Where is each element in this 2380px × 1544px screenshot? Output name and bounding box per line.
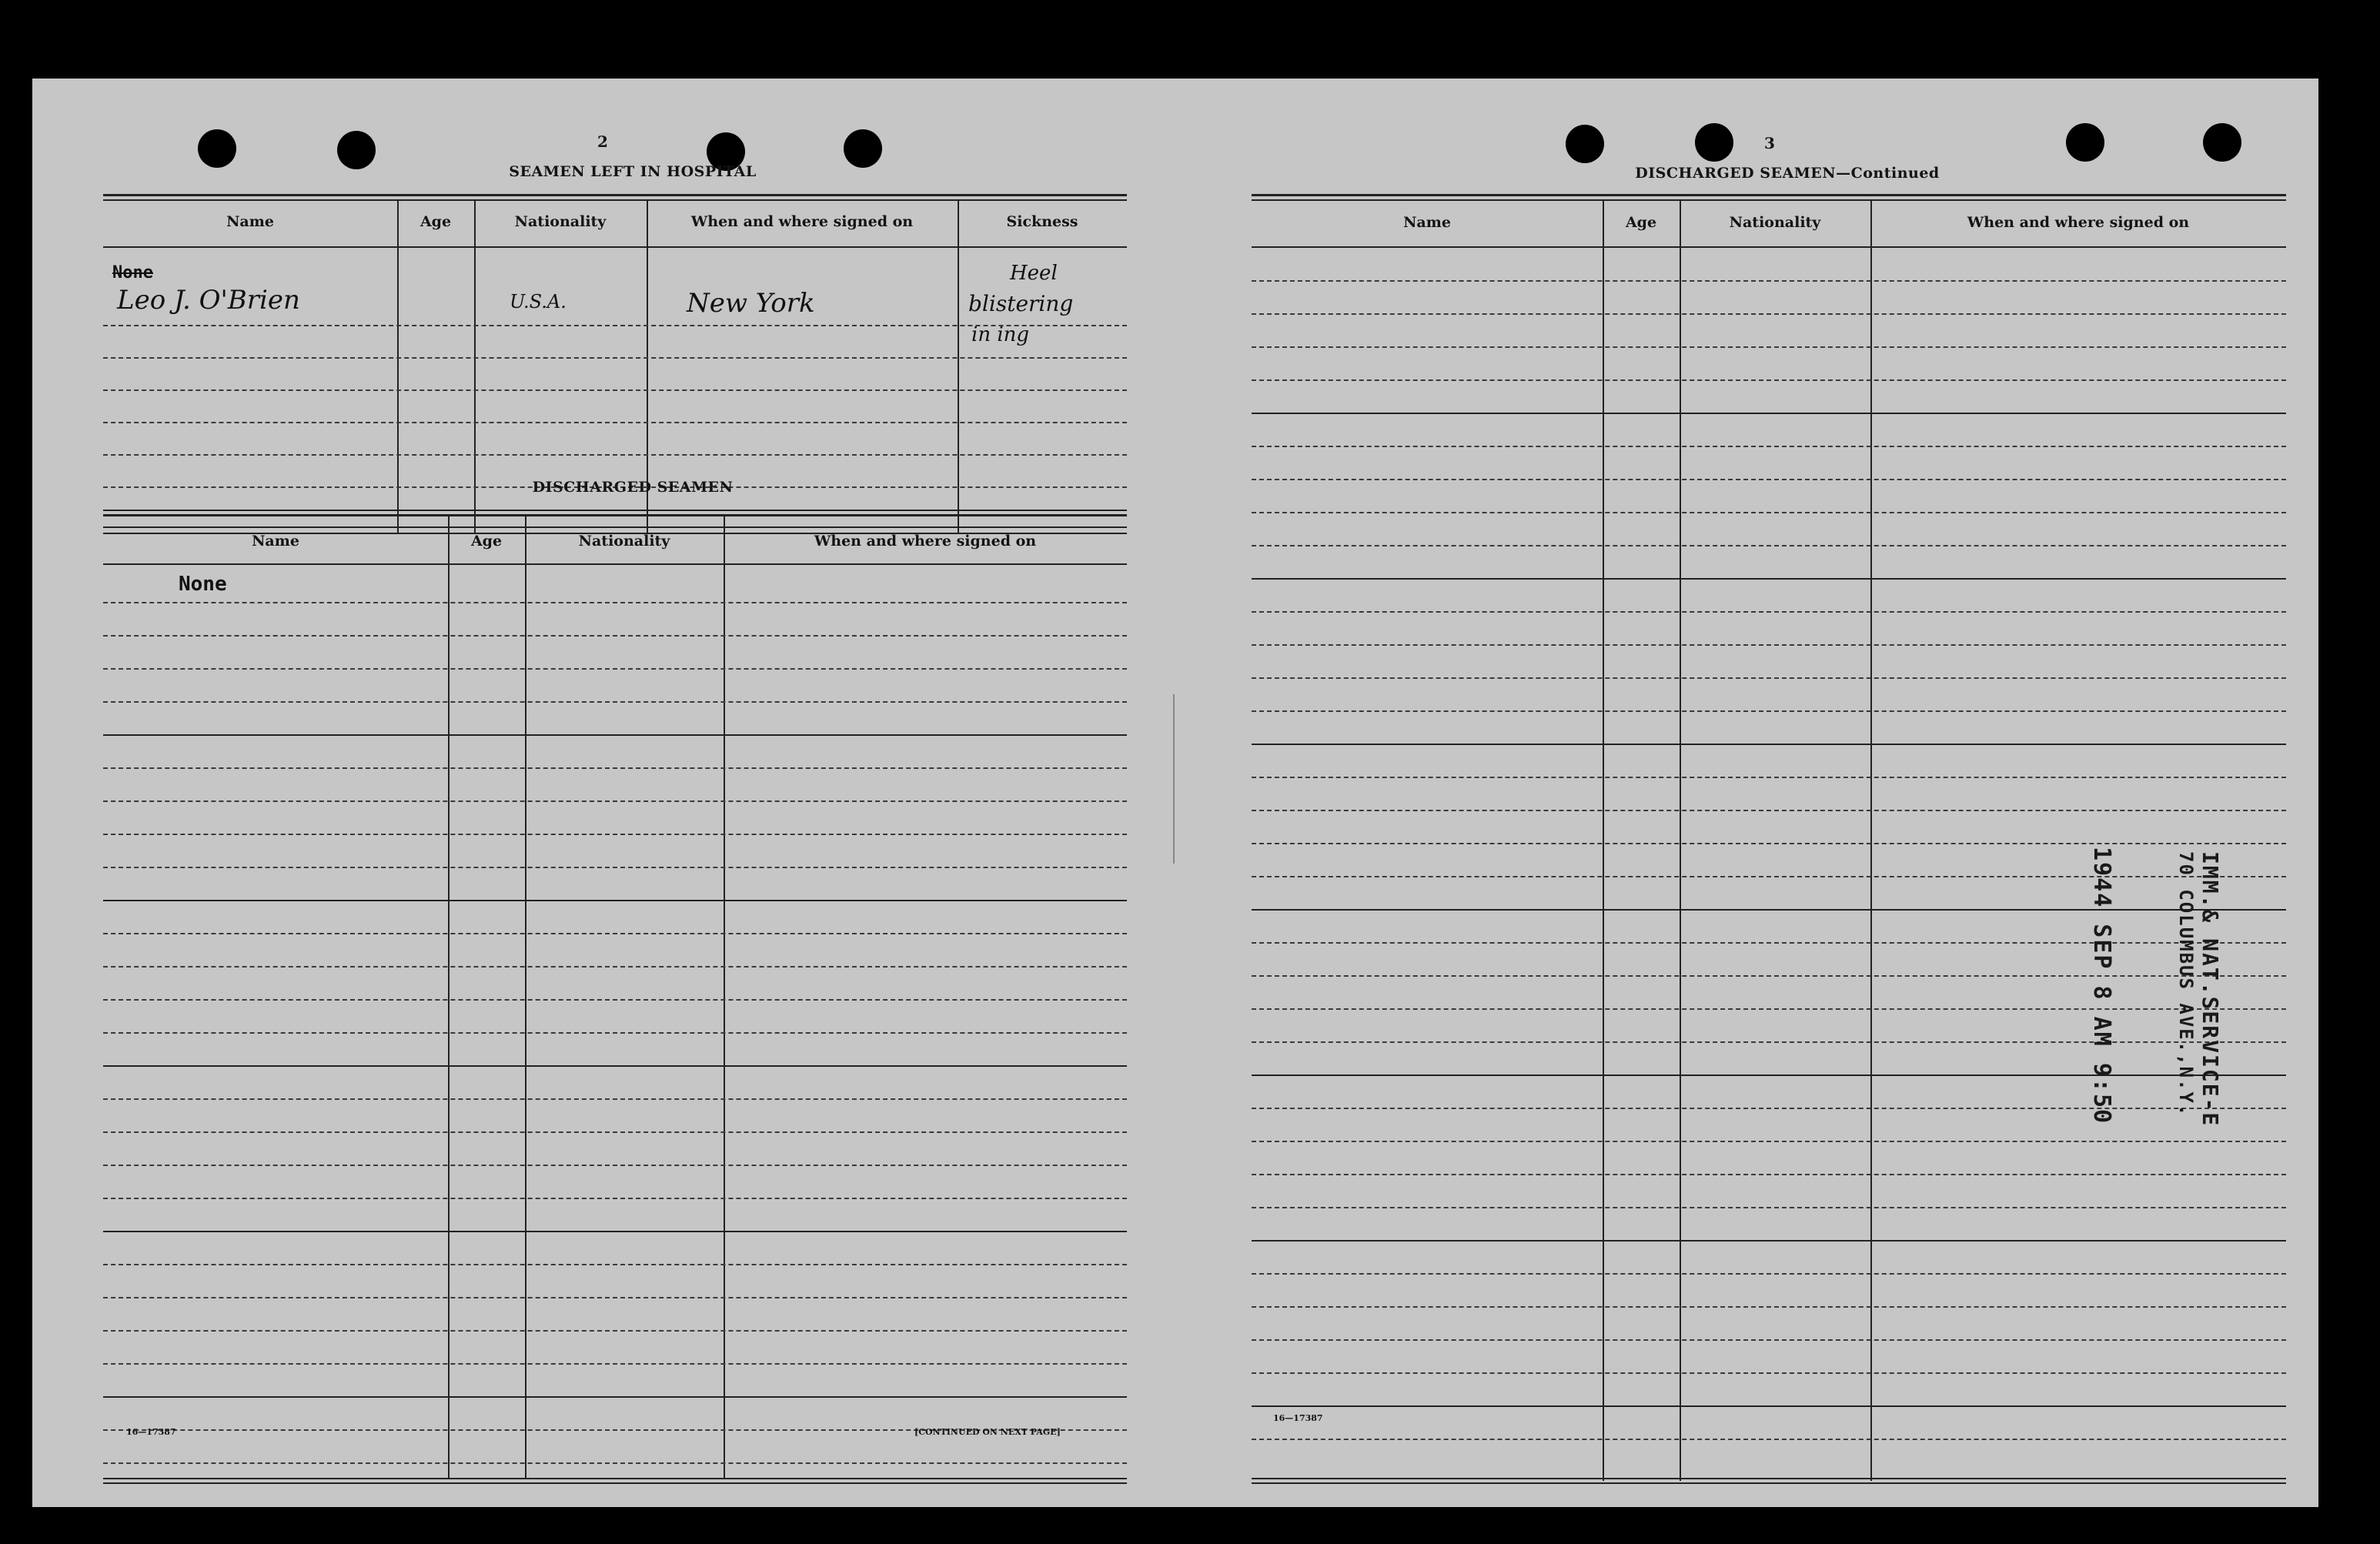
table-rule [103, 194, 1127, 196]
row-line [1252, 677, 2286, 679]
row-line [1252, 1405, 2286, 1407]
row-line [1252, 479, 2286, 480]
row-line [1252, 1372, 2286, 1374]
handwritten-seaman-name: Leo J. O'Brien [117, 285, 300, 316]
row-line [103, 1264, 1127, 1265]
table-rule [103, 1482, 1127, 1484]
punch-hole [2066, 123, 2104, 162]
table-rule [1252, 1482, 2286, 1484]
row-line [103, 1098, 1127, 1100]
row-line [103, 767, 1127, 769]
struck-none-entry: None [112, 263, 153, 282]
row-line [1252, 710, 2286, 712]
row-line [103, 1131, 1127, 1133]
column-header-age: Age [470, 533, 503, 550]
table-rule [1252, 194, 2286, 196]
table-rule [103, 1478, 1127, 1479]
discharged-section-title: DISCHARGED SEAMEN [532, 479, 734, 496]
row-line [1252, 777, 2286, 778]
row-line [103, 933, 1127, 934]
row-line [103, 966, 1127, 968]
form-number: 16—17387 [1273, 1413, 1323, 1423]
row-line [103, 900, 1127, 901]
row-line [1252, 1174, 2286, 1175]
row-line [1252, 578, 2286, 580]
table-rule [1252, 246, 2286, 248]
row-line [103, 1396, 1127, 1398]
receipt-address-stamp: 70 COLUMBUS AVE.,N.Y. [2175, 851, 2197, 1118]
hospital-section-title: SEAMEN LEFT IN HOSPITAL [509, 163, 757, 180]
column-header-sickness: Sickness [1006, 213, 1078, 230]
column-header-nationality: Nationality [1729, 214, 1821, 231]
column-divider [525, 514, 526, 1479]
receipt-date-stamp: 1944 SEP 8 AM 9:50 [2088, 847, 2115, 1125]
column-divider [724, 514, 725, 1479]
column-header-age: Age [420, 213, 452, 230]
column-divider [1603, 199, 1604, 1481]
document-sheet [32, 79, 2318, 1507]
punch-hole [337, 131, 376, 169]
column-header-signed-on: When and where signed on [1967, 214, 2190, 231]
row-line [1252, 346, 2286, 348]
row-line [1252, 975, 2286, 977]
column-divider [1870, 199, 1872, 1481]
row-line [1252, 1141, 2286, 1142]
row-line [103, 834, 1127, 835]
row-line [1252, 1306, 2286, 1308]
punch-hole [1566, 125, 1604, 163]
column-divider [448, 514, 450, 1479]
row-line [1252, 744, 2286, 745]
row-line [1252, 909, 2286, 911]
table-rule [103, 246, 1127, 248]
table-rule [1252, 1478, 2286, 1479]
row-line [1252, 876, 2286, 877]
page-number: 3 [1764, 134, 1775, 152]
row-line [103, 389, 1127, 391]
row-line [103, 454, 1127, 456]
row-line [1252, 1008, 2286, 1010]
handwritten-nationality: U.S.A. [510, 291, 567, 312]
column-header-signed-on: When and where signed on [690, 213, 914, 230]
row-line [1252, 446, 2286, 447]
row-line [1252, 379, 2286, 381]
none-entry: None [179, 573, 227, 596]
row-line [103, 867, 1127, 868]
table-rule [103, 199, 1127, 201]
row-line [103, 1165, 1127, 1166]
row-line [103, 1363, 1127, 1365]
row-line [1252, 1074, 2286, 1076]
punch-hole [198, 129, 236, 168]
page-fold [1173, 694, 1175, 864]
row-line [1252, 280, 2286, 282]
column-header-name: Name [1403, 214, 1451, 231]
row-line [1252, 512, 2286, 513]
row-line [1252, 611, 2286, 613]
row-line [1252, 843, 2286, 844]
table-rule [103, 526, 1127, 528]
punch-hole [2203, 123, 2241, 162]
continued-note: [CONTINUED ON NEXT PAGE] [914, 1427, 1061, 1437]
row-line [103, 1231, 1127, 1232]
column-header-age: Age [1625, 214, 1657, 231]
row-line [103, 999, 1127, 1001]
row-line [1252, 1439, 2286, 1440]
column-header-signed-on: When and where signed on [814, 533, 1037, 550]
handwritten-sickness-line1: Heel [1010, 262, 1058, 285]
row-line [103, 1198, 1127, 1199]
handwritten-sickness-line3: in ing [971, 323, 1030, 346]
row-line [103, 1462, 1127, 1464]
punch-hole [1695, 123, 1733, 162]
row-line [1252, 942, 2286, 944]
row-line [1252, 1041, 2286, 1043]
row-line [103, 357, 1127, 359]
row-line [103, 1330, 1127, 1332]
row-line [103, 701, 1127, 703]
row-line [1252, 545, 2286, 546]
row-line [103, 668, 1127, 670]
row-line [103, 1065, 1127, 1067]
row-line [1252, 313, 2286, 315]
column-divider [958, 199, 959, 534]
table-rule [1252, 199, 2286, 201]
row-line [103, 800, 1127, 802]
row-line [1252, 1207, 2286, 1208]
column-header-name: Name [226, 213, 274, 230]
column-divider [397, 199, 399, 534]
row-line [103, 1297, 1127, 1298]
row-line [1252, 1339, 2286, 1341]
column-divider [1680, 199, 1681, 1481]
row-line [1252, 1273, 2286, 1275]
handwritten-sickness-line2: blistering [968, 291, 1074, 316]
row-line [1252, 1108, 2286, 1109]
receipt-office-stamp: IMM.& NAT.SERVICE-E [2198, 851, 2223, 1128]
row-line [103, 422, 1127, 423]
table-rule [103, 510, 1127, 511]
column-header-name: Name [252, 533, 299, 550]
row-line [103, 734, 1127, 736]
row-line [1252, 413, 2286, 414]
table-rule [103, 514, 1127, 516]
column-header-nationality: Nationality [578, 533, 670, 550]
punch-hole [844, 129, 882, 168]
row-line [103, 602, 1127, 603]
handwritten-signed-on: New York [687, 288, 815, 319]
column-header-nationality: Nationality [514, 213, 607, 230]
row-line [1252, 1240, 2286, 1242]
row-line [1252, 644, 2286, 646]
row-line [103, 635, 1127, 637]
row-line [103, 1032, 1127, 1034]
page-number: 2 [597, 132, 608, 151]
table-rule [103, 563, 1127, 565]
form-number: 16—17387 [126, 1427, 176, 1437]
row-line [1252, 810, 2286, 811]
discharged-continued-title: DISCHARGED SEAMEN—Continued [1635, 165, 1940, 182]
